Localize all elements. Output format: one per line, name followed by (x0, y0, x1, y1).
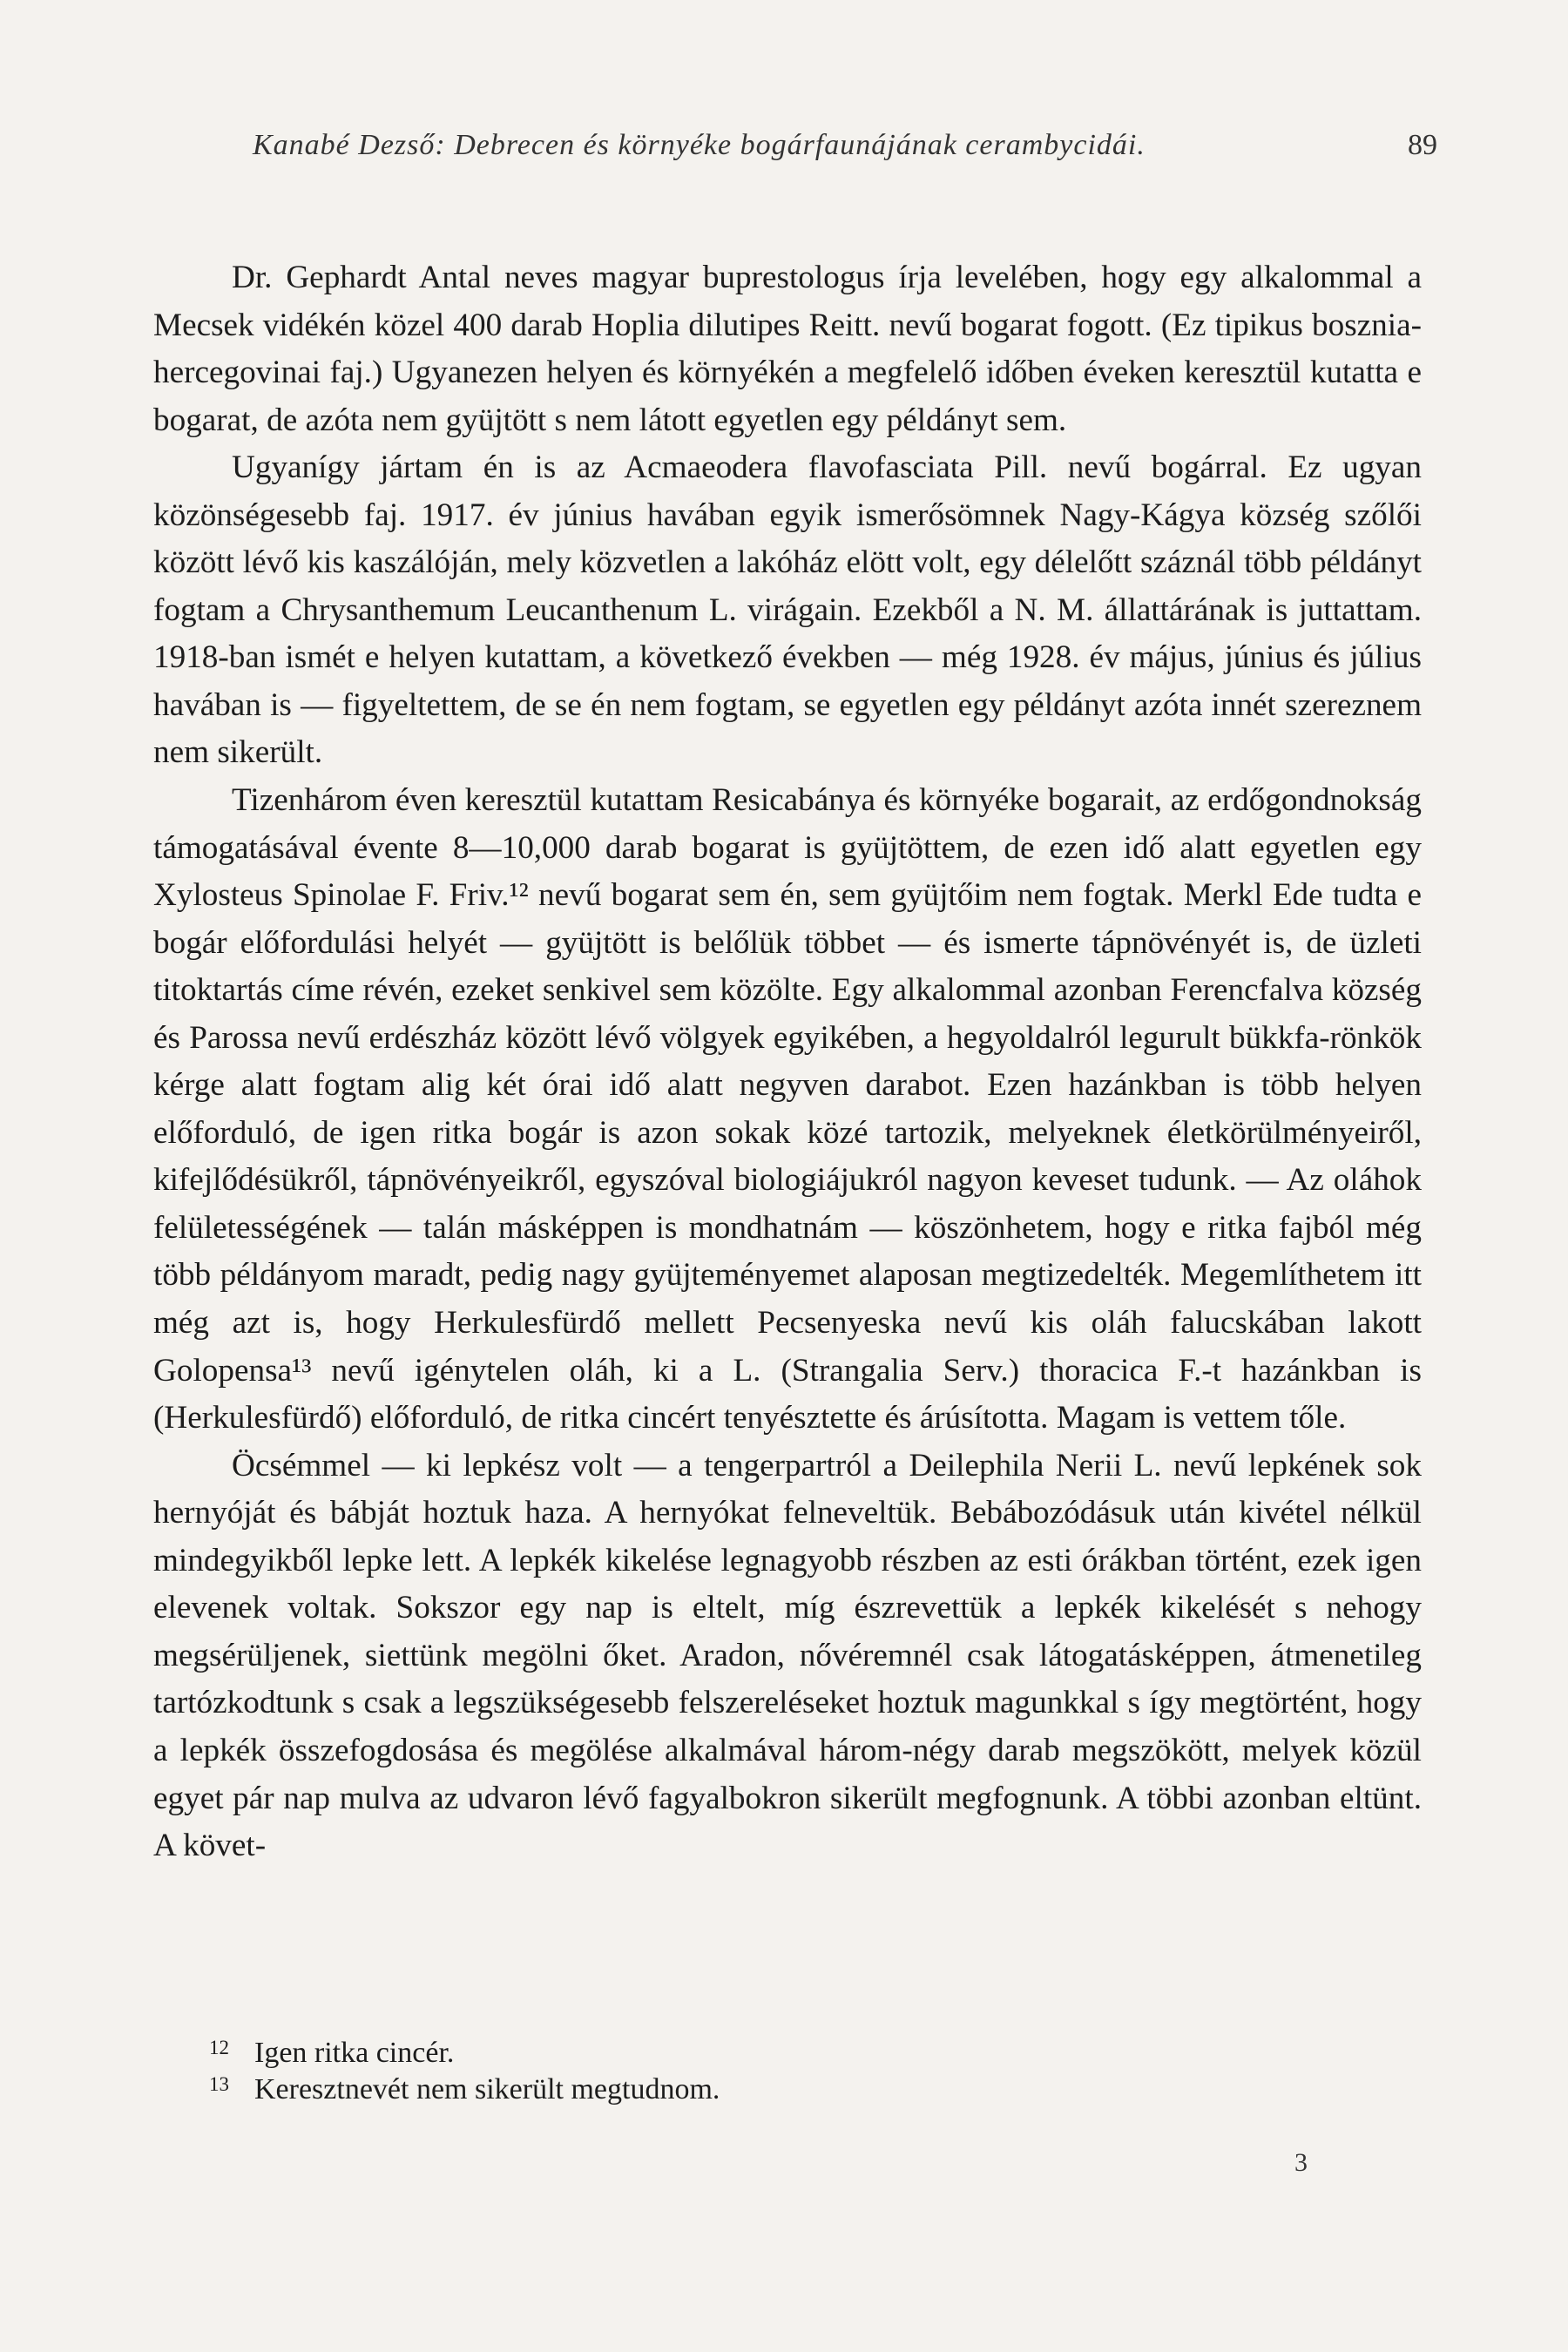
footnote (209, 2035, 1342, 2072)
running-header (253, 129, 1437, 172)
paragraph: Tizenhárom éven keresztül kutattam Resicabánya és környéke bogarait, az erdőgondnokság támogatásával évente 8—10,000 darab bogarat is gyüjtöttem, de ezen idő alatt egyetlen egy Xylosteus Spinolae F. Friv.¹² nevű bogarat sem én, sem gyüjtőim nem fogtak. Merkl Ede tudta e bogár előfordulási helyét — gyüjtött is belőlük többet — és ismerte tápnövényét is, de üzleti titoktartás címe révén, ezeket senkivel sem közölte. Egy alkalommal azonban Ferencfalva község és Parossa nevű erdészház között lévő völgyek egyikében, a hegyoldalról legurult bükkfa-rönkök kérge alatt fogtam alig két órai idő alatt negyven darabot. Ezen hazánkban is több helyen előforduló, de igen ritka bogár is azon sokak közé tartozik, melyeknek életkörülményeiről, kifejlődésükről, tápnövényeikről, egyszóval biologiájukról nagyon keveset tudunk. — Az oláhok felületességének — talán másképpen is mondhatnám — köszönhetem, hogy e ritka fajból még több példányom maradt, pedig nagy gyüjteményemet alaposan megtizedelték. Megemlíthetem itt még azt is, hogy Herkulesfürdő mellett Pecsenyeska nevű kis oláh falucskában lakott Golopensa¹³ nevű igénytelen oláh, ki a L. (Strangalia Serv.) thoracica F.-t hazánkban is (Herkulesfürdő) előforduló, de ritka cincért tenyésztette és árúsította. Magam is vettem tőle. (153, 782, 1422, 1436)
footnote (209, 2072, 1342, 2108)
paragraph: Ugyanígy jártam én is az Acmaeodera flavofasciata Pill. nevű bogárral. Ez ugyan közönségesebb faj. 1917. év június havában egyik ismerősömnek Nagy-Kágya község szőlői között lévő kis kaszálóján, mely közvetlen a lakóház elött volt, egy délelőtt száznál több példányt fogtam a Chrysanthemum Leucanthenum L. virágain. Ezekből a N. M. állattárának is juttattam. 1918-ban ismét e helyen kutattam, a következő években — még 1928. év május, június és július havában is — figyeltettem, de se én nem fogtam, se egyetlen egy példányt azóta innét szereznem nem sikerült. (153, 449, 1422, 771)
footnote-number: 12 (209, 2037, 229, 2058)
footnote-number: 13 (209, 2073, 229, 2095)
page-number: 89 (1408, 129, 1437, 161)
signature-mark: 3 (1294, 2148, 1308, 2177)
footnote-text: Igen ritka cincér. (254, 2037, 455, 2069)
footnote-text: Keresztnevét nem sikerült megtudnom. (254, 2073, 720, 2105)
paragraph: Öcsémmel — ki lepkész volt — a tengerpartról a Deilephila Nerii L. nevű lepkének sok hernyóját és bábját hoztuk haza. A hernyókat felneveltük. Bebábozódásuk után kivétel nélkül mindegyikből lepke lett. A lepkék kikelése legnagyobb részben az esti órákban történt, ezek igen elevenek voltak. Sokszor egy nap is eltelt, míg észrevettük a lepkék kikelését s nehogy megsérüljenek, siettünk megölni őket. Aradon, nővéremnél csak látogatásképpen, átmenetileg tartózkodtunk s csak a legszükségesebb felszereléseket hoztuk magunkkal s így megtörtént, hogy a lepkék összefogdosása és megölése alkalmával három-négy darab megszökött, melyek közül egyet pár nap mulva az udvaron lévő fagyalbokron sikerült megfognunk. A többi azonban eltünt. A követ- (153, 1447, 1422, 1864)
paragraph: Dr. Gephardt Antal neves magyar buprestologus írja levelében, hogy egy alkalommal a Mecsek vidékén közel 400 darab Hoplia dilutipes Reitt. nevű bogarat fogott. (Ez tipikus bosznia-hercegovinai faj.) Ugyanezen helyen és környékén a megfelelő időben éveken keresztül kutatta e bogarat, de azóta nem gyüjtött s nem látott egyetlen egy példányt sem. (153, 260, 1422, 438)
body-text (153, 254, 1422, 1870)
footnotes (209, 2035, 1342, 2108)
running-title: Kanabé Dezső: Debrecen és környéke bogárfaunájának cerambycidái. (253, 129, 1146, 161)
